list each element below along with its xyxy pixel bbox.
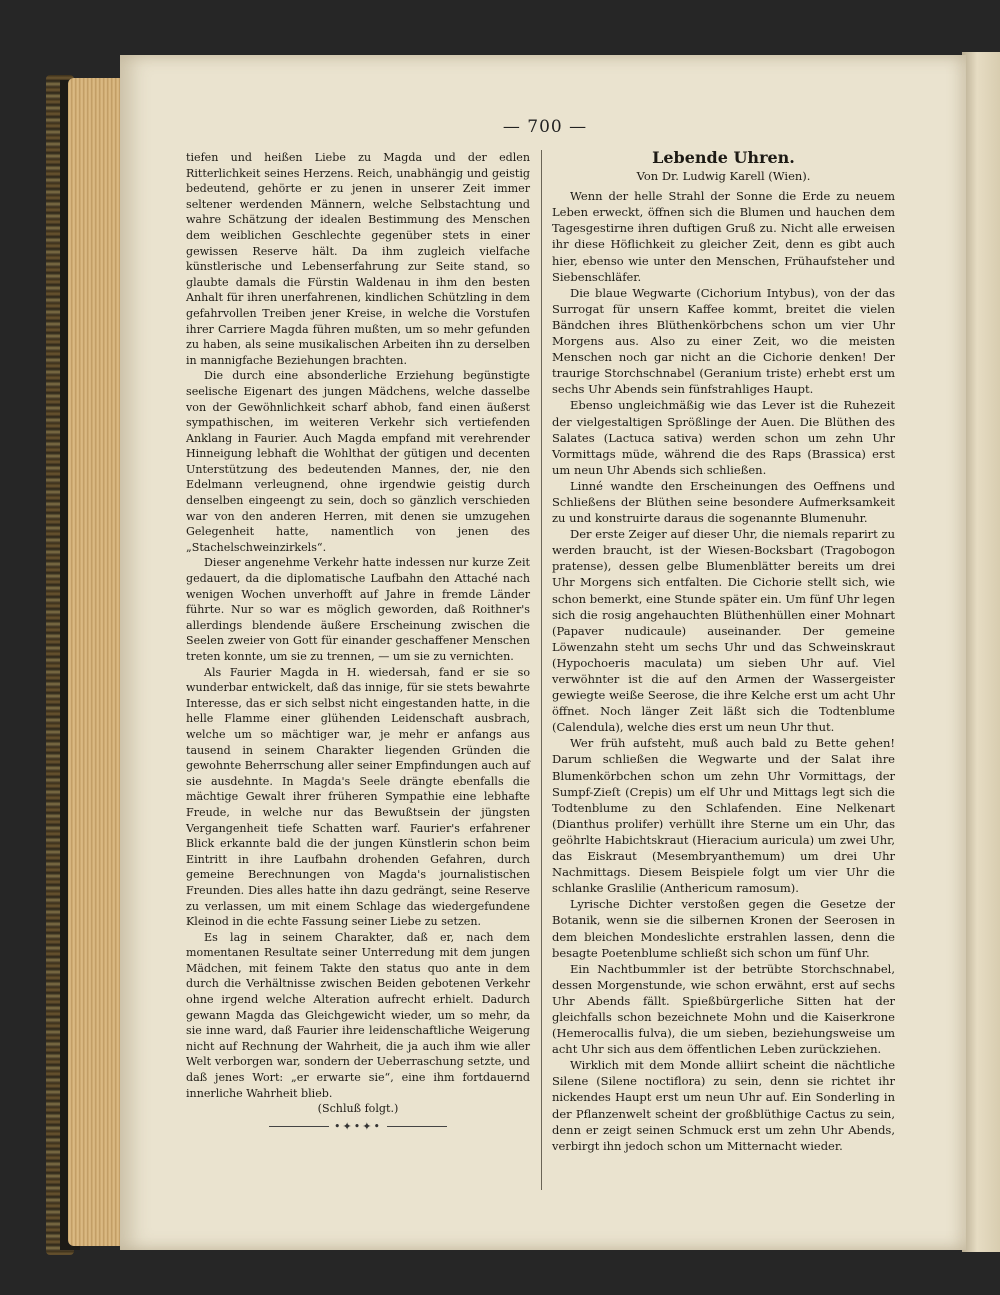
right-paragraph: Die blaue Wegwarte (Cichorium Intybus), von der das Surrogat für unsern Kaffee kommt, breitet die vielen Bändchen ihres Blüthenkörbchens schon um vier Uhr Morgens aus. Also zu einer Zeit, wo die meisten Menschen noch gar nicht an die Cichorie denken! Der traurige Storchschnabel (Geranium triste) erhebt erst um sechs Uhr Abends sein fünfstrahliges Haupt. (552, 285, 895, 397)
left-paragraph: Es lag in seinem Charakter, daß er, nach dem momentanen Resultate seiner Unterredung mit dem jungen Mädchen, mit feinem Takte den status quo ante in dem durch die Verhältnisse zwischen Beiden gebotenen Verkehr ohne irgend welche Alteration aufrecht erhielt. Dadurch gewann Magda das Gleichgewicht wieder, um so mehr, da sie inne ward, daß Faurier ihre leidenschaftliche Weigerung nicht auf Rechnung der Wahrheit, die ja auch ihm wie aller Welt verborgen war, sondern der Ueberraschung setzte, und daß jenes Wort: „er erwarte sie“, eine ihm fortdauernd innerliche Wahrheit blieb. (186, 930, 530, 1100)
column-divider (541, 150, 542, 1190)
right-paragraph: Lyrische Dichter verstoßen gegen die Gesetze der Botanik, wenn sie die silbernen Kronen der Seerosen in dem bleichen Mondeslichte erstrahlen lassen, denn die besagte Poetenblume schließt sich schon um fünf Uhr. (552, 897, 895, 960)
right-paragraph: Wenn der helle Strahl der Sonne die Erde zu neuem Leben erweckt, öffnen sich die Blumen und hauchen dem Tagesgestirne ihren duftigen Gruß zu. Nicht alle erweisen ihr diese Höflichkeit zu gleicher Zeit, denn es gibt auch hier, ebenso wie unter den Menschen, Frühaufsteher und Siebenschläfer. (552, 189, 895, 284)
left-paragraph: Die durch eine absonderliche Erziehung begünstigte seelische Eigenart des jungen Mädchens, welche dasselbe von der Gewöhnlichkeit scharf abhob, fand einen äußerst sympathischen, im weiteren Verkehr sich vertiefenden Anklang in Faurier. Auch Magda empfand mit verehrender Hinneigung lebhaft die Wohlthat der gütigen und decenten Unterstützung des bedeutenden Mannes, der, nie den Edelmann verleugnend, ohne irgendwie geistig durch denselben eingeengt zu sein, doch so gänzlich verschieden war von den anderen Herren, mit denen sie umzugehen Gelegenheit hatte, namentlich von jenen des „Stachelschweinzirkels“. (186, 369, 530, 554)
ornament-glyphs: •✦•✦• (334, 1119, 382, 1133)
right-paragraph: Wer früh aufsteht, muß auch bald zu Bette gehen! Darum schließen die Wegwarte und der Salat ihre Blumenkörbchen schon um zehn Uhr Vormittags, der Sumpf-Zieſt (Crepis) um elf Uhr und Mittags legt sich die Todtenblume zu den Schlafenden. Eine Nelkenart (Dianthus prolifer) verhüllt ihre Sterne um ein Uhr, das geöhrlte Habichtskraut (Hieracium auricula) um zwei Uhr, das Eiskraut (Mesembryanthemum) um drei Uhr Nachmittags. Diesem Beispiele folgt um vier Uhr die schlanke Graslilie (Anthericum ramosum). (552, 736, 895, 896)
article-author: Von Dr. Ludwig Karell (Wien). (636, 169, 811, 184)
next-page-edge (962, 52, 1000, 1252)
left-paragraph: Dieser angenehme Verkehr hatte indessen nur kurze Zeit gedauert, da die diplomatische Laufbahn den Attaché nach wenigen Wochen unverhofft auf Jahre in fremde Länder führte. Nur so war es möglich geworden, daß Roithner's allerdings blendende äußere Erscheinung zwischen die Seelen zweier von Gott für einander geschaffener Menschen treten konnte, um sie zu trennen, — um sie zu vernichten. (186, 556, 530, 663)
right-column (552, 150, 895, 1154)
right-paragraph: Linné wandte den Erscheinungen des Oeffnens und Schließens der Blüthen seine besondere Aufmerksamkeit zu und konstruirte daraus die sogenannte Blumenuhr. (552, 478, 895, 526)
continuation-note: (Schluß folgt.) (317, 1102, 399, 1116)
right-paragraph: Wirklich mit dem Monde alliirt scheint die nächtliche Silene (Silene noctiflora) zu sein, denn sie richtet ihr nickendes Haupt erst um neun Uhr auf. Ein Sonderling in der Pflanzenwelt scheint der großblüthige Cactus zu sein, denn er zeigt seinen Schmuck erst um zehn Uhr Abends, verbirgt ihn jedoch schon um Mitternacht wieder. (552, 1058, 895, 1153)
right-paragraph: Der erste Zeiger auf dieser Uhr, die niemals reparirt zu werden braucht, ist der Wiesen-Bocksbart (Tragobogon pratense), dessen gelbe Blumenblätter bereits um drei Uhr Morgens sich entfalten. Die Cichorie stellt sich, wie schon bemerkt, eine Stunde später ein. Um fünf Uhr legen sich die rosig angehauchten Blüthenhüllen einer Mohnart (Papaver nudicaule) auseinander. Der gemeine Löwenzahn steht um sechs Uhr und das Schweinskraut (Hypochoeris maculata) um sieben Uhr auf. Viel verwöhnter ist die auf den Armen der Wassergeister gewiegte weiße Seerose, die ihre Kelche erst um acht Uhr öffnet. Noch länger Zeit läßt sich die Todtenblume (Calendula), welche dies erst um neun Uhr thut. (552, 527, 895, 735)
right-paragraph: Ebenso ungleichmäßig wie das Lever ist die Ruhezeit der vielgestaltigen Sprößlinge der Auen. Die Blüthen des Salates (Lactuca sativa) werden schon um zehn Uhr Vormittags müde, während die des Raps (Brassica) erst um neun Uhr Abends sich schließen. (552, 398, 895, 477)
right-paragraph: Ein Nachtbummler ist der betrübte Storchschnabel, dessen Morgenstunde, wie schon erwähnt, erst auf sechs Uhr Abends fällt. Spießbürgerliche Sitten hat der gleichfalls schon bezeichnete Mohn und die Kaiserkrone (Hemerocallis fulva), die um sieben, beziehungsweise um acht Uhr sich aus dem öffentlichen Leben zurückziehen. (552, 961, 895, 1057)
ornament-divider (186, 1119, 530, 1135)
page-number: — 700 — (502, 117, 588, 137)
left-paragraph: Als Faurier Magda in H. wiedersah, fand er sie so wunderbar entwickelt, daß das innige, für sie stets bewahrte Interesse, das er sich selbst nicht eingestanden hatte, in die helle Flamme einer glühenden Leidenschaft ausbrach, welche um so mächtiger war, je mehr er anfangs aus tausend in seinem Charakter liegenden Gründen die gewohnte Beherrschung aller seiner Empfindungen auch auf sie ausdehnte. In Magda's Seele drängte ebenfalls die mächtige Gewalt ihrer früheren Sympathie eine lebhafte Freude, in welche nur das Bewußtsein der jüngsten Vergangenheit tiefe Schatten warf. Faurier's erfahrener Blick erkannte bald die der jungen Künstlerin schon beim Eintritt in ihre Laufbahn drohenden Gefahren, durch gemeine Berechnungen von Magda's journalistischen Freunden. Dies alles hatte ihn dazu gedrängt, seine Reserve zu verlassen, um mit einem Schlage das wiedergefundene Kleinod in die echte Fassung seiner Liebe zu setzen. (186, 665, 530, 929)
left-column (186, 150, 530, 1134)
page-edges (68, 78, 128, 1246)
article-title: Lebende Uhren. (652, 148, 795, 167)
left-paragraph: tiefen und heißen Liebe zu Magda und der edlen Ritterlichkeit seines Herzens. Reich, unabhängig und geistig bedeutend, gehörte er zu jenen in unserer Zeit immer seltener werdenden Männern, welche Selbstachtung und wahre Schätzung der idealen Bestimmung des Menschen dem weiblichen Geschlechte gegenüber stets in einer gewissen Reserve hält. Da ihm zugleich vielfache künstlerische und Lebenserfahrung zur Seite stand, so glaubte damals die Fürstin Waldenau in ihm den besten Anhalt für ihren unerfahrenen, kindlichen Schützling in dem gefahrvollen Treiben jener Kreise, in welche die Vorstufen ihrer Carriere Magda führen mußten, um so mehr gefunden zu haben, als seine musikalischen Arbeiten ihn zu derselben in mannigfache Beziehungen brachten. (186, 151, 530, 367)
